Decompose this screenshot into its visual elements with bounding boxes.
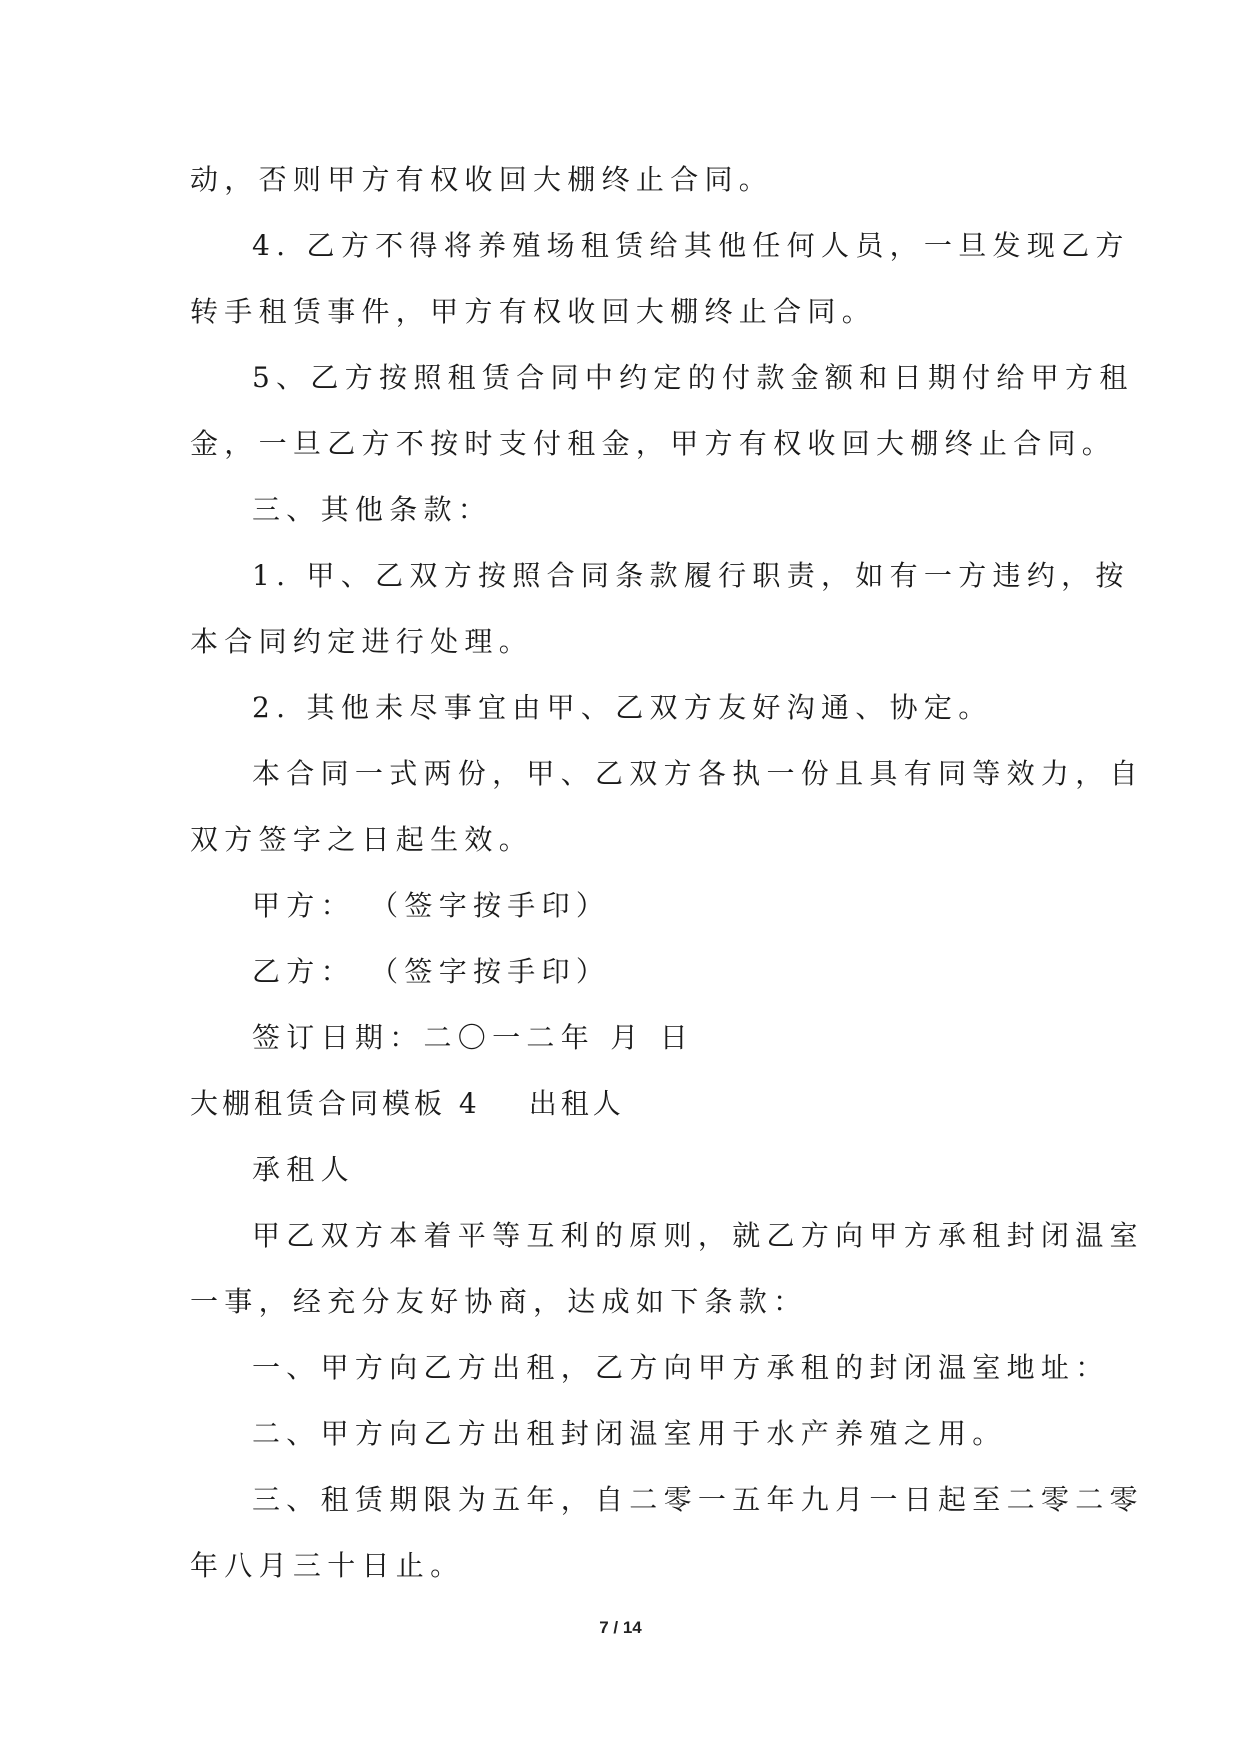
page-number: 7 / 14 — [599, 1618, 642, 1637]
text-line: 动，否则甲方有权收回大棚终止合同。 — [190, 163, 774, 196]
text-line: 甲乙双方本着平等互利的原则，就乙方向甲方承租封闭温室 — [252, 1219, 1144, 1252]
text-line: 年八月三十日止。 — [190, 1549, 465, 1582]
text-line: 三、租赁期限为五年，自二零一五年九月一日起至二零二零 — [252, 1483, 1144, 1516]
text-line: 一、甲方向乙方出租，乙方向甲方承租的封闭温室地址： — [252, 1351, 1110, 1384]
text-line: 金，一旦乙方不按时支付租金，甲方有权收回大棚终止合同。 — [190, 427, 1117, 460]
text-line: 甲方： （签字按手印） — [252, 889, 611, 922]
text-line: 三、其他条款： — [252, 493, 493, 526]
section-party: 出租人 — [528, 1087, 625, 1120]
text-line: 二、甲方向乙方出租封闭温室用于水产养殖之用。 — [252, 1417, 1007, 1450]
text-line: 本合同一式两份，甲、乙双方各执一份且具有同等效力，自 — [252, 757, 1144, 790]
text-line: 双方签字之日起生效。 — [190, 823, 534, 856]
text-line: 转手租赁事件，甲方有权收回大棚终止合同。 — [190, 295, 877, 328]
section-heading — [190, 1087, 625, 1121]
text-line: 1. 甲、乙双方按照合同条款履行职责，如有一方违约，按 — [252, 559, 1130, 592]
text-line: 4. 乙方不得将养殖场租赁给其他任何人员，一旦发现乙方 — [252, 229, 1130, 262]
text-line: 乙方： （签字按手印） — [252, 955, 611, 988]
section-title: 大棚租赁合同模板 4 — [190, 1087, 481, 1120]
text-line: 本合同约定进行处理。 — [190, 625, 534, 658]
text-line: 一事，经充分友好协商，达成如下条款： — [190, 1285, 808, 1318]
text-line: 承租人 — [252, 1153, 355, 1186]
text-line: 5、乙方按照租赁合同中约定的付款金额和日期付给甲方租 — [252, 361, 1134, 394]
text-line: 2. 其他未尽事宜由甲、乙双方友好沟通、协定。 — [252, 691, 993, 724]
text-line: 签订日期：二〇一二年 月 日 — [252, 1021, 695, 1054]
